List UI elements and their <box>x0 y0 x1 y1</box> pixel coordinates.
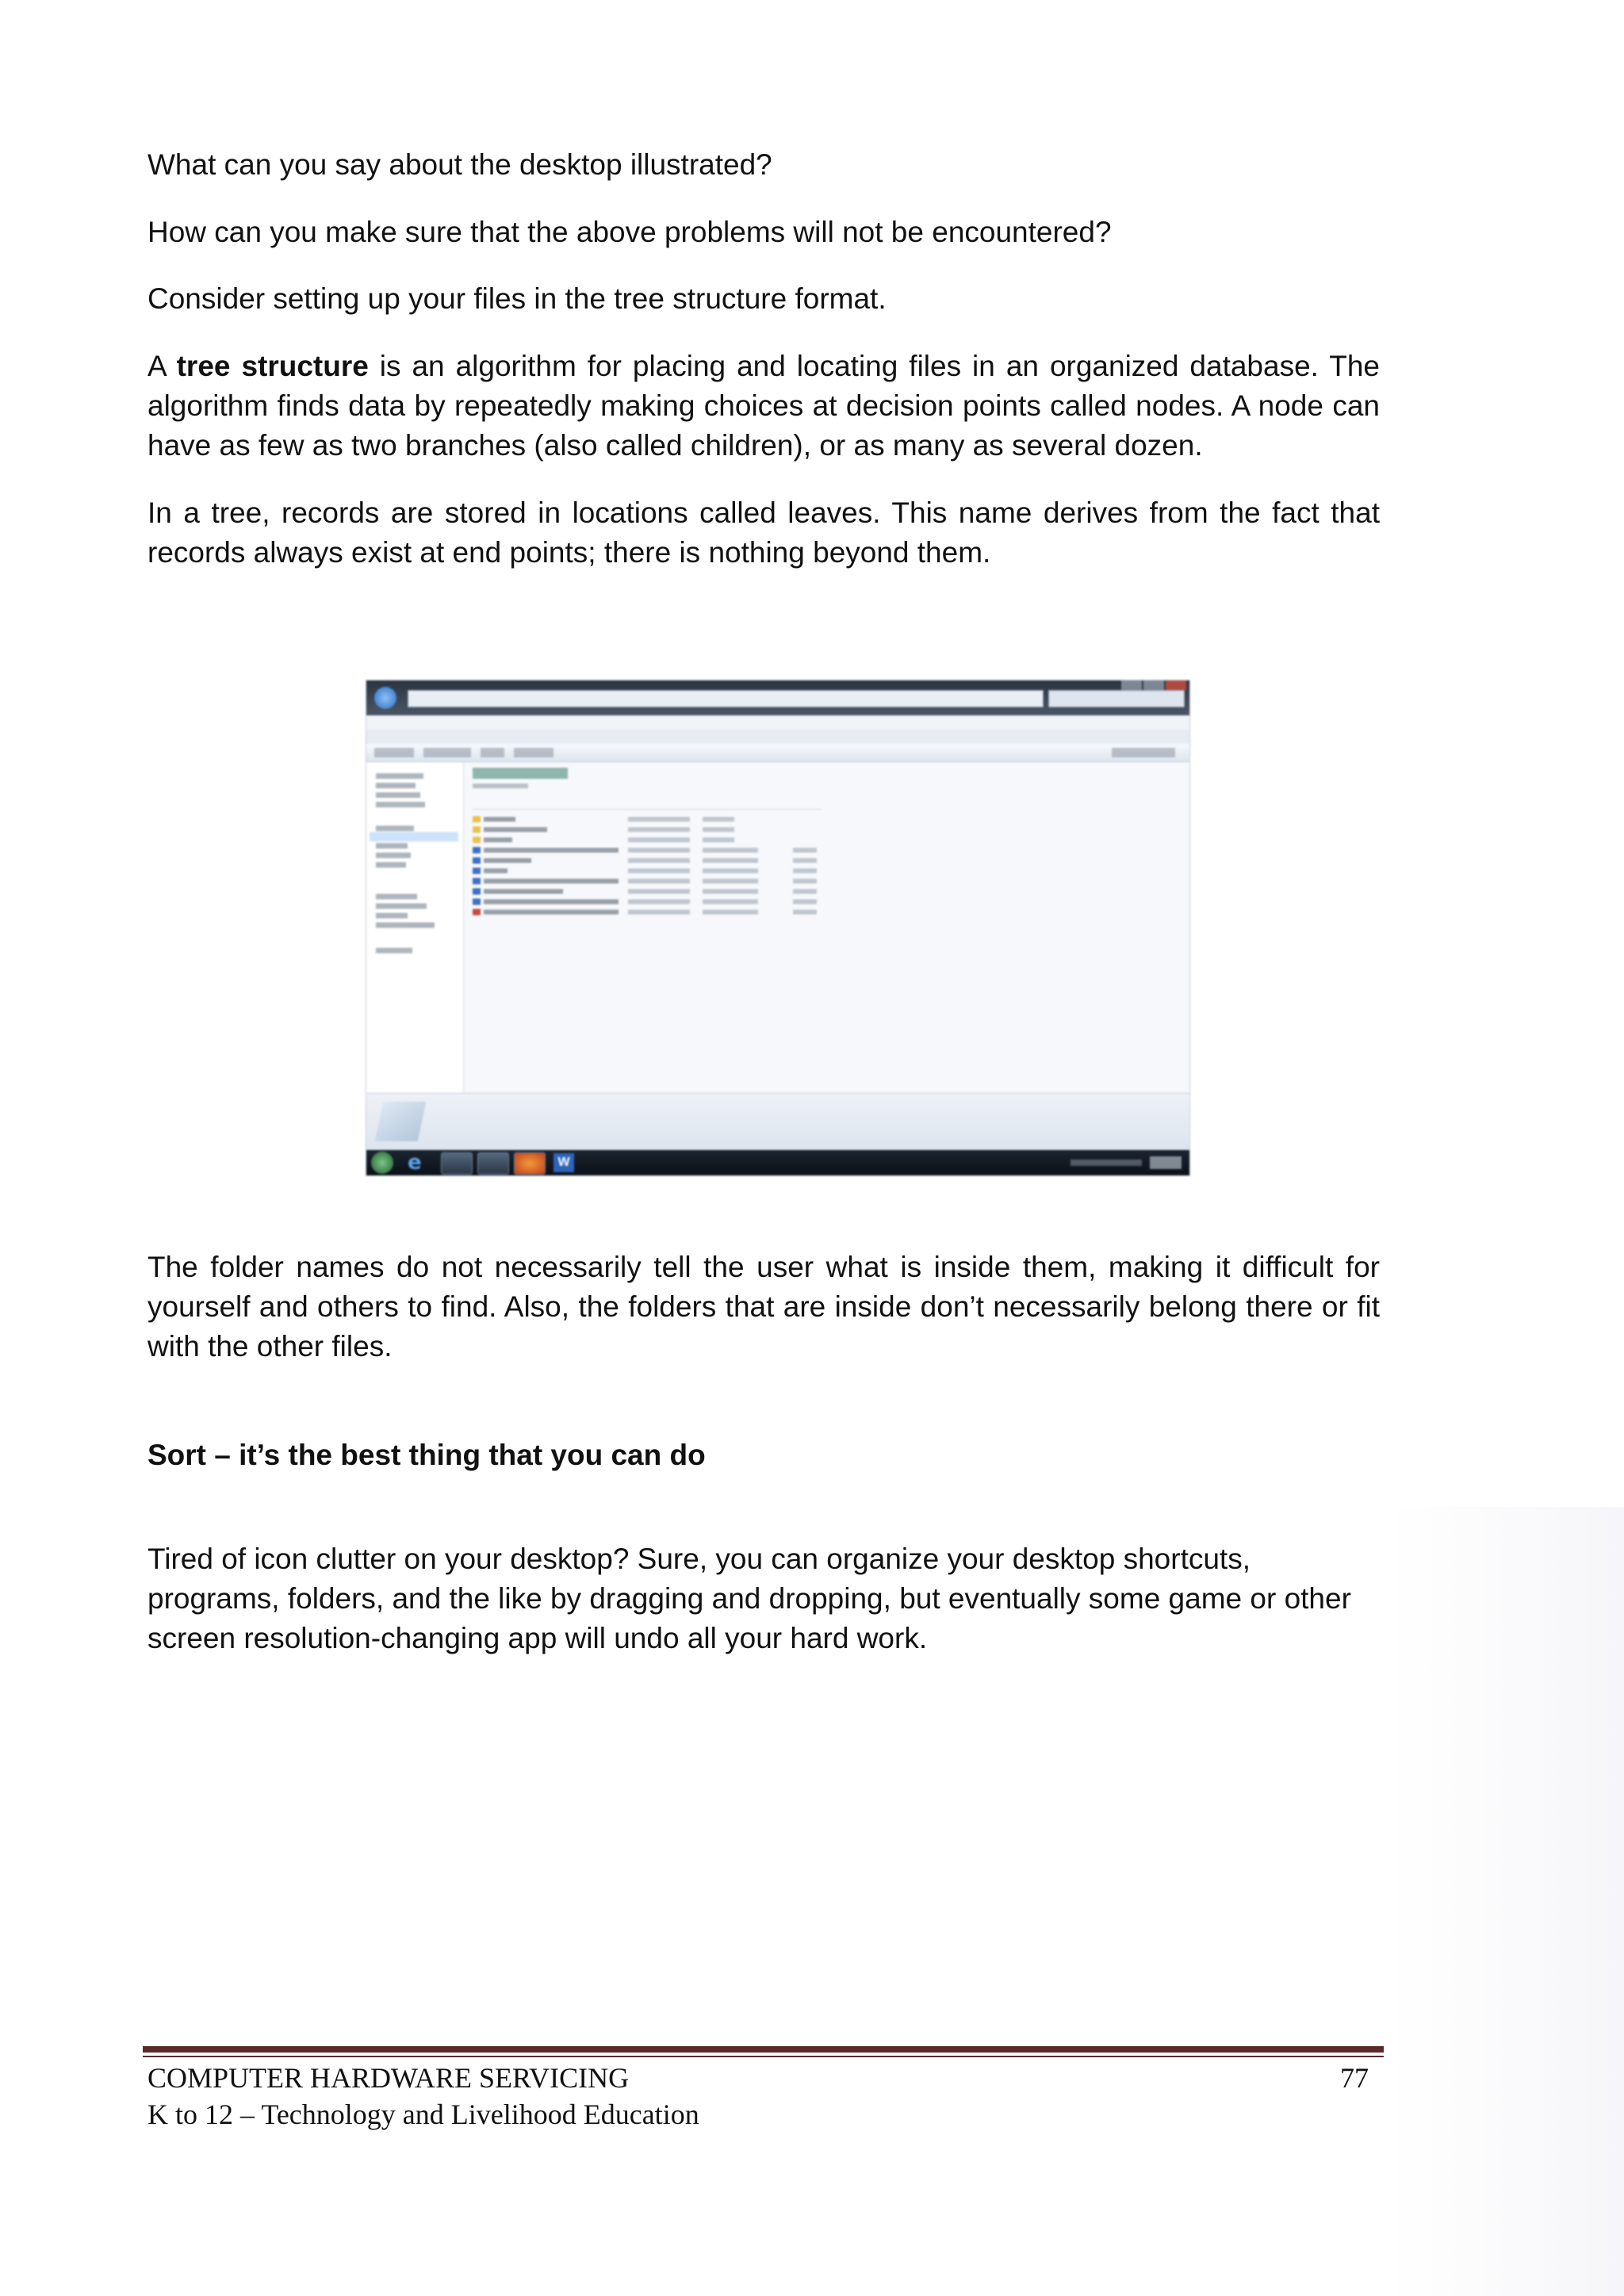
close-icon <box>1166 680 1186 690</box>
file-row <box>473 908 845 916</box>
file-row <box>473 867 845 875</box>
file-row <box>473 857 845 864</box>
paragraph-icon-clutter: Tired of icon clutter on your desktop? Sure, you can organize your desktop shortcuts, programs, folders, and the like by dragging and dropping, but eventually some game or other screen resolution-changing app will undo all your hard work. <box>147 1543 1351 1654</box>
file-row <box>473 826 845 834</box>
footer-rule <box>143 2046 1384 2053</box>
page-edge-shading <box>1388 1507 1624 2296</box>
screenshot-address-bar <box>408 690 1044 707</box>
footer-subtitle: K to 12 – Technology and Livelihood Education <box>147 2099 699 2130</box>
file-list-header <box>473 801 822 810</box>
screenshot-navigation-pane <box>366 762 464 1095</box>
screenshot-menu-bar <box>366 715 1189 730</box>
tree-prefix: A <box>147 350 177 382</box>
file-row <box>473 815 845 823</box>
file-row <box>473 836 845 844</box>
explorer-screenshot <box>366 680 1189 1175</box>
taskbar-clock <box>1150 1156 1182 1169</box>
screenshot-details-pane <box>366 1093 1189 1151</box>
screenshot-title-bar <box>366 680 1189 715</box>
page-number: 77 <box>1340 2062 1369 2094</box>
file-row <box>473 887 845 895</box>
paragraph-folder-names: The folder names do not necessarily tell the user what is inside them, making it difficult for yourself and others to find. Also, the folders that are inside don’t necessarily belong there or fit with the other files. <box>147 1251 1380 1363</box>
screenshot-toolbar <box>366 744 1189 762</box>
screenshot-epson-bar <box>366 730 1189 744</box>
documents-library-title <box>473 768 568 779</box>
tree-structure-term: tree structure <box>176 350 369 382</box>
word-taskbar-icon: W <box>553 1153 574 1172</box>
screenshot-taskbar <box>366 1150 1189 1175</box>
file-row <box>473 877 845 885</box>
screenshot-search-box <box>1048 690 1185 707</box>
footer-title: COMPUTER HARDWARE SERVICING <box>147 2062 630 2094</box>
document-library-icon <box>375 1102 427 1141</box>
tree-definition: is an algorithm for placing and locating files in an organized database. The algorithm finds data by repeatedly making choices at decision points called nodes. A node can have as few as two branches (also called children), or as many as several dozen. <box>147 350 1380 462</box>
system-tray <box>1071 1159 1142 1166</box>
file-row <box>473 898 845 906</box>
question-2: How can you make sure that the above problems will not be encountered? <box>147 216 1112 248</box>
back-arrow-icon <box>374 687 396 709</box>
paragraph-leaves: In a tree, records are stored in locations called leaves. This name derives from the fact that records always exist at end points; there is nothing beyond them. <box>147 496 1380 569</box>
firefox-taskbar-icon <box>514 1152 546 1175</box>
paragraph-consider: Consider setting up your files in the tree structure format. <box>147 282 887 315</box>
file-row <box>473 846 845 854</box>
heading-sort: Sort – it’s the best thing that you can do <box>147 1439 706 1471</box>
maximize-icon <box>1143 680 1164 690</box>
paragraph-tree-structure <box>147 347 1380 466</box>
footer-rule-thin <box>143 2056 1384 2057</box>
explorer-taskbar-icon <box>441 1152 473 1175</box>
start-orb-icon <box>371 1152 393 1174</box>
question-1: What can you say about the desktop illustrated? <box>147 148 772 181</box>
minimize-icon <box>1121 680 1142 690</box>
internet-explorer-icon: e <box>408 1151 422 1175</box>
media-player-taskbar-icon <box>477 1152 509 1175</box>
library-includes-line <box>473 784 528 788</box>
